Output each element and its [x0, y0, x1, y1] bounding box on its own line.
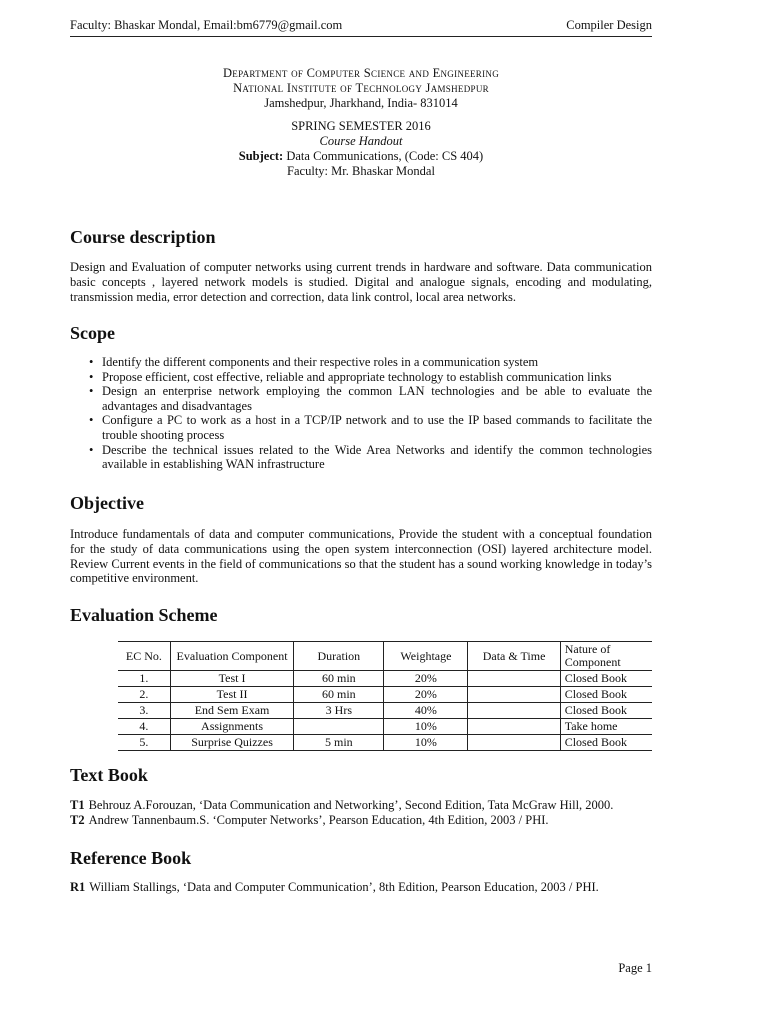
table-row: 2. Test II 60 min 20% Closed Book — [118, 687, 652, 703]
faculty-line: Faculty: Mr. Bhaskar Mondal — [287, 164, 435, 178]
institute-name: National Institute of Technology Jamshedpur — [233, 81, 489, 95]
list-item: T2 Andrew Tannenbaum.S. ‘Computer Networks’, Pearson Education, 4th Edition, 2003 / PHI. — [70, 813, 549, 827]
text-book-heading: Text Book — [70, 765, 148, 785]
bullet-icon: • — [89, 384, 94, 399]
bullet-icon: • — [89, 369, 94, 384]
bullet-icon: • — [89, 413, 94, 428]
column-header: Evaluation Component — [170, 642, 293, 671]
institute-address: Jamshedpur, Jharkhand, India- 831014 — [264, 96, 458, 110]
column-header: Data & Time — [468, 642, 560, 671]
list-item: • Design an enterprise network employing the common LAN technologies and be able to evaluate the advantages and disadvantages — [89, 384, 652, 413]
table-row: 5. Surprise Quizzes 5 min 10% Closed Book — [118, 735, 652, 751]
subject-line — [70, 149, 652, 164]
course-description-heading: Course description — [70, 227, 216, 247]
list-item: T1 Behrouz A.Forouzan, ‘Data Communication and Networking’, Second Edition, Tata McGraw Hill, 2000. — [70, 798, 614, 812]
table-header-row — [118, 642, 652, 671]
bullet-icon: • — [89, 355, 94, 369]
department-name: Department of Computer Science and Engineering — [222, 66, 499, 80]
evaluation-table — [118, 641, 652, 751]
document-header — [70, 66, 652, 179]
handout-label: Course Handout — [319, 134, 403, 148]
list-item: • Propose efficient, cost effective, reliable and appropriate technology to establish communication links — [89, 369, 612, 384]
list-item: • Configure a PC to work as a host in a TCP/IP network and to use the IP based commands to facilitate the trouble shooting process — [89, 413, 652, 442]
reference-book-heading: Reference Book — [70, 848, 192, 868]
column-header: Weightage — [384, 642, 468, 671]
column-header: Nature of Component — [560, 642, 652, 671]
bullet-icon: • — [89, 442, 94, 457]
evaluation-heading: Evaluation Scheme — [70, 605, 218, 625]
list-item: R1 William Stallings, ‘Data and Computer Communication’, 8th Edition, Pearson Education, 2003 / PHI. — [70, 880, 599, 894]
subject-value: Data Communications, (Code: CS 404) — [286, 149, 484, 163]
scope-heading: Scope — [70, 323, 115, 343]
scope-list — [70, 355, 652, 472]
objective-heading: Objective — [70, 493, 144, 513]
semester: SPRING SEMESTER 2016 — [291, 119, 431, 133]
table-row: 4. Assignments 10% Take home — [118, 719, 652, 735]
objective-text: Introduce fundamentals of data and computer communications, Provide the student with a conceptual foundation for the study of data communications using the open system interconnection (OSI) layered architecture model. Review Current events in the field of communications so that the student has a sound working knowledge in today’s competitive environment. — [70, 527, 652, 586]
reference-book-list — [70, 880, 652, 895]
list-item: • Describe the technical issues related to the Wide Area Networks and identify the common technologies available in establishing WAN infrastructure — [89, 442, 652, 472]
running-header-left: Faculty: Bhaskar Mondal, Email:bm6779@gmail.com — [70, 18, 343, 32]
page-number: Page 1 — [618, 961, 652, 975]
text-book-list — [70, 798, 652, 828]
column-header: Duration — [294, 642, 384, 671]
subject-label: Subject: — [238, 149, 284, 163]
running-header-right: Compiler Design — [566, 18, 652, 32]
running-header — [70, 18, 652, 37]
column-header: EC No. — [118, 642, 170, 671]
table-row: 1. Test I 60 min 20% Closed Book — [118, 671, 652, 687]
table-row: 3. End Sem Exam 3 Hrs 40% Closed Book — [118, 703, 652, 719]
course-description-text: Design and Evaluation of computer networks using current trends in hardware and software. Data communication basic concepts , layered network models is studied. Digital and analogue signals, encoding and modulating, transmission media, error detection and correction, data link control, local area networks. — [70, 260, 652, 304]
list-item: • Identify the different components and their respective roles in a communication system — [89, 355, 539, 369]
